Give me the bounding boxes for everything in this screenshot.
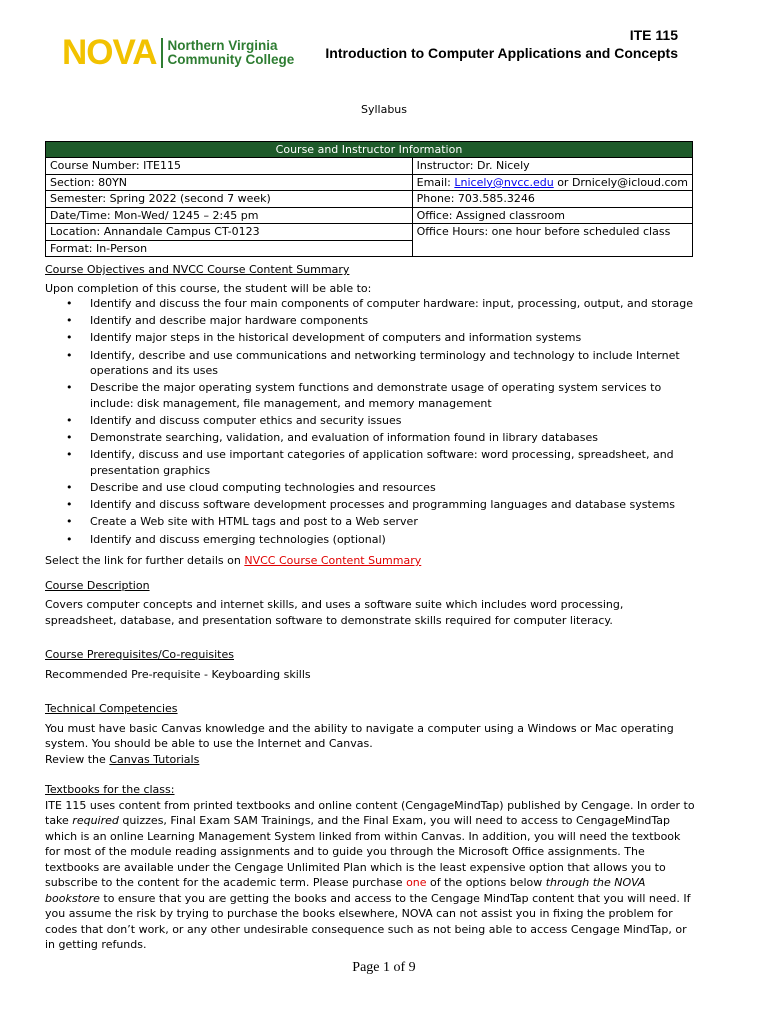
syllabus-body bbox=[45, 262, 695, 953]
list-item: • Identify and describe major hardware components bbox=[90, 313, 695, 329]
textbooks-part2: quizzes, Final Exam SAM Trainings, and the Final Exam, you will need to access to CengageMindTap which is an online Learning Management System linked from within Canvas. In addition, you will need the textbook for most of the module reading assignments and to guide you through the Microsoft Office assignments. The textbooks are available under the Cengage Unlimited Plan which is the least expensive option that allows you to subscribe to the content for the academic term. Please purchase bbox=[45, 814, 681, 890]
details-line bbox=[45, 553, 695, 569]
course-number-cell: Course Number: ITE115 bbox=[46, 158, 413, 175]
email-label: Email: bbox=[416, 175, 455, 189]
location-cell: Location: Annandale Campus CT-0123 bbox=[46, 224, 413, 241]
list-item: • Identify and discuss emerging technologies (optional) bbox=[90, 532, 695, 548]
section-cell: Section: 80YN bbox=[46, 174, 413, 191]
objectives-list bbox=[45, 296, 695, 547]
datetime-cell: Date/Time: Mon-Wed/ 1245 – 2:45 pm bbox=[46, 207, 413, 224]
page-number: Page 1 of 9 bbox=[352, 960, 416, 975]
description-heading: Course Description bbox=[45, 578, 150, 592]
list-item: • Identify and discuss computer ethics and security issues bbox=[90, 413, 695, 429]
objectives-intro: Upon completion of this course, the student will be able to: bbox=[45, 281, 372, 295]
email-link[interactable]: Lnicely@nvcc.edu bbox=[454, 175, 554, 189]
list-item: • Identify, describe and use communications and networking terminology and technology to include Internet operations and its uses bbox=[90, 348, 695, 379]
course-code: ITE 115 bbox=[629, 27, 678, 43]
content-summary-link[interactable]: NVCC Course Content Summary bbox=[244, 554, 422, 568]
list-item: • Describe and use cloud computing technologies and resources bbox=[90, 480, 695, 496]
email-cell bbox=[412, 174, 692, 191]
prereq-body: Recommended Pre-requisite - Keyboarding skills bbox=[45, 667, 311, 681]
canvas-tutorials-link[interactable]: Canvas Tutorials bbox=[109, 752, 200, 766]
office-cell: Office: Assigned classroom bbox=[412, 207, 692, 224]
review-line bbox=[45, 752, 695, 768]
competencies-body: You must have basic Canvas knowledge and the ability to navigate a computer using a Windows or Mac operating system. You should be able to use the Internet and Canvas. bbox=[45, 721, 674, 751]
list-item: • Identify, discuss and use important categories of application software: word processing, spreadsheet, and presentation graphics bbox=[90, 447, 695, 478]
doc-title: Syllabus bbox=[360, 103, 408, 116]
prereq-heading: Course Prerequisites/Co-requisites bbox=[45, 648, 234, 662]
textbooks-one: one bbox=[406, 876, 427, 890]
document-header bbox=[325, 26, 678, 62]
details-text: Select the link for further details on bbox=[45, 554, 245, 568]
textbooks-part3: of the options below bbox=[426, 876, 546, 890]
textbooks-bookstore: through the NOVA bookstore bbox=[45, 876, 646, 905]
textbooks-heading: Textbooks for the class: bbox=[45, 783, 175, 797]
info-table-heading: Course and Instructor Information bbox=[46, 142, 693, 158]
competencies-heading: Technical Competencies bbox=[45, 702, 178, 716]
list-item: • Describe the major operating system functions and demonstrate usage of operating system services to include: disk management, file management, and memory management bbox=[90, 380, 695, 411]
logo-name-line1: Northern Virginia bbox=[167, 38, 278, 53]
list-item: • Create a Web site with HTML tags and post to a Web server bbox=[90, 514, 695, 530]
objectives-heading: Course Objectives and NVCC Course Content Summary bbox=[45, 263, 350, 276]
nova-logo bbox=[62, 33, 295, 72]
textbooks-part1: ITE 115 uses content from printed textbooks and online content (CengageMindTap) published by Cengage. In order to take bbox=[45, 798, 695, 828]
office-hours-cell: Office Hours: one hour before scheduled class bbox=[412, 224, 692, 257]
instructor-cell: Instructor: Dr. Nicely bbox=[412, 158, 692, 175]
description-body: Covers computer concepts and internet skills, and uses a software suite which includes word processing, spreadsheet, database, and presentation software to demonstrate skills required for computer literacy. bbox=[45, 598, 624, 627]
textbooks-part4: to ensure that you are getting the books and access to the Cengage MindTap content that you will need. If you assume the risk by trying to purchase the books elsewhere, NOVA can not assist you in fixing the problem for codes that don’t work, or any other undesirable consequence such as not being able to access Cengage MindTap, or in getting refunds. bbox=[45, 891, 691, 952]
textbooks-body bbox=[45, 798, 695, 953]
format-cell: Format: In-Person bbox=[46, 240, 413, 257]
logo-name-line2: Community College bbox=[167, 52, 295, 67]
course-title: Introduction to Computer Applications and Concepts bbox=[325, 45, 678, 61]
list-item: • Demonstrate searching, validation, and evaluation of information found in library databases bbox=[90, 430, 695, 446]
logo-college-name bbox=[168, 39, 295, 67]
logo-divider bbox=[161, 38, 163, 68]
semester-cell: Semester: Spring 2022 (second 7 week) bbox=[46, 191, 413, 208]
logo-brand: NOVA bbox=[62, 33, 157, 72]
list-item: • Identify and discuss software development processes and programming languages and database systems bbox=[90, 497, 695, 513]
email-alt: or Drnicely@icloud.com bbox=[553, 175, 688, 189]
list-item: • Identify major steps in the historical development of computers and information systems bbox=[90, 330, 695, 346]
review-text: Review the bbox=[45, 752, 110, 766]
course-info-table bbox=[45, 141, 693, 257]
textbooks-required: required bbox=[72, 814, 119, 828]
phone-cell: Phone: 703.585.3246 bbox=[412, 191, 692, 208]
list-item: • Identify and discuss the four main components of computer hardware: input, processing, output, and storage bbox=[90, 296, 695, 312]
